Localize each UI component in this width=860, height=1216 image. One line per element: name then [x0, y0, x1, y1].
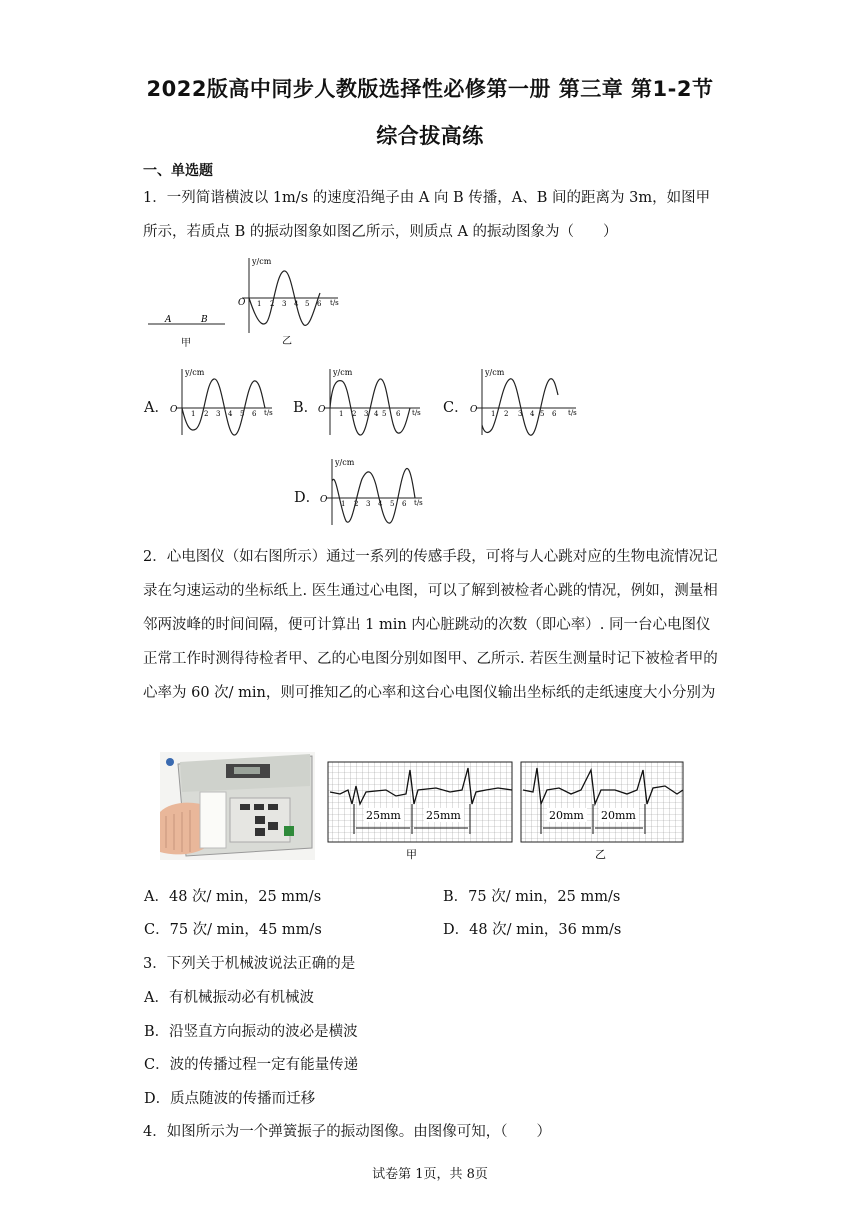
svg-text:4: 4: [378, 500, 383, 508]
svg-text:6: 6: [552, 410, 557, 418]
q3-option-a: A．有机械振动必有机械波: [144, 990, 314, 1006]
svg-text:3: 3: [518, 410, 523, 418]
svg-text:1: 1: [339, 410, 344, 418]
svg-text:5: 5: [540, 410, 545, 418]
q3-option-d: D．质点随波的传播而迁移: [144, 1091, 316, 1107]
svg-text:O: O: [320, 495, 328, 505]
svg-text:25mm: 25mm: [366, 809, 401, 822]
question-1-text: 1．一列简谐横波以 1m/s 的速度沿绳子由 A 向 B 传播，A、B 间的距离为 3m，如图甲所示，若质点 B 的振动图象如图乙所示，则质点 A 的振动图象为（ ）: [143, 190, 711, 240]
svg-text:3: 3: [366, 500, 371, 508]
q1-option-b-graph: [316, 365, 424, 437]
page-footer: 试卷第 1页，共 8页: [372, 1167, 488, 1182]
ecg-yi-chart: [519, 760, 685, 860]
svg-text:1: 1: [491, 410, 496, 418]
q1-option-a-label: A．: [144, 400, 169, 416]
svg-text:2: 2: [352, 410, 357, 418]
svg-text:4: 4: [294, 300, 299, 308]
q1-option-d-graph: [318, 455, 426, 527]
svg-text:2: 2: [204, 410, 209, 418]
svg-text:3: 3: [364, 410, 369, 418]
q3-option-b: B．沿竖直方向振动的波必是横波: [144, 1024, 358, 1040]
q3-option-c: C．波的传播过程一定有能量传递: [144, 1057, 359, 1073]
q2-option-b: B．75 次/ min，25 mm/s: [443, 889, 621, 905]
figure-yi-caption: 乙: [282, 336, 292, 347]
svg-text:4: 4: [228, 410, 233, 418]
svg-text:3: 3: [282, 300, 287, 308]
q1-option-c-label: C．: [443, 400, 469, 416]
svg-text:1: 1: [341, 500, 346, 508]
svg-text:3: 3: [216, 410, 221, 418]
svg-text:6: 6: [402, 500, 407, 508]
svg-text:6: 6: [396, 410, 401, 418]
svg-text:2: 2: [504, 410, 509, 418]
svg-text:6: 6: [252, 410, 257, 418]
svg-text:t/s: t/s: [412, 409, 421, 417]
svg-text:t/s: t/s: [414, 499, 423, 507]
svg-text:y/cm: y/cm: [185, 368, 205, 377]
svg-text:4: 4: [374, 410, 379, 418]
svg-text:5: 5: [390, 500, 395, 508]
svg-text:2: 2: [270, 300, 275, 308]
svg-text:4: 4: [530, 410, 535, 418]
svg-text:2: 2: [354, 500, 359, 508]
ecg-yi-caption: 乙: [595, 848, 606, 860]
ecg-jia-chart: [326, 760, 514, 860]
svg-text:O: O: [318, 405, 326, 415]
q1-option-a-graph: [168, 365, 276, 437]
svg-text:1: 1: [191, 410, 196, 418]
q1-option-d-label: D．: [294, 490, 321, 506]
svg-text:6: 6: [317, 300, 322, 308]
ecg-machine-image: [160, 752, 315, 860]
svg-text:20mm: 20mm: [601, 809, 636, 822]
svg-text:y/cm: y/cm: [335, 458, 355, 467]
svg-text:O: O: [470, 405, 478, 415]
figure-jia-rope: [143, 300, 233, 352]
ecg-jia-caption: 甲: [406, 848, 417, 860]
svg-text:5: 5: [382, 410, 387, 418]
q2-option-d: D．48 次/ min，36 mm/s: [443, 922, 622, 938]
svg-text:y/cm: y/cm: [252, 257, 272, 266]
q2-option-c: C．75 次/ min，45 mm/s: [144, 922, 322, 938]
question-3-text: 3．下列关于机械波说法正确的是: [143, 956, 356, 972]
q2-option-a: A．48 次/ min，25 mm/s: [144, 889, 322, 905]
svg-text:O: O: [170, 405, 178, 415]
svg-text:5: 5: [305, 300, 310, 308]
svg-text:1: 1: [257, 300, 262, 308]
point-a-label: A: [165, 315, 172, 325]
svg-text:t/s: t/s: [568, 409, 577, 417]
question-2-text: 2．心电图仪（如右图所示）通过一系列的传感手段，可将与人心跳对应的生物电流情况记录在匀速运动的坐标纸上. 医生通过心电图，可以了解到被检者心跳的情况，例如，测量相邻两波峰的时间间隔，便可计算出 1 min 内心脏跳动的次数（即心率）. 同一台心电图仪正常工作时测得待检者甲、乙的心电图分别如图甲、乙所示. 若医生测量时记下被检者甲的心率为 60 次/ min，则可推知乙的心率和这台心电图仪输出坐标纸的走纸速度大小分别为: [143, 549, 718, 701]
svg-text:O: O: [238, 298, 246, 308]
q1-option-b-label: B．: [293, 400, 319, 416]
question-4-text: 4．如图所示为一个弹簧振子的振动图像。由图像可知，（ ）: [143, 1124, 551, 1140]
title-line-1: 2022版高中同步人教版选择性必修第一册 第三章 第1-2节: [146, 77, 714, 101]
svg-text:t/s: t/s: [264, 409, 273, 417]
svg-text:t/s: t/s: [330, 299, 339, 307]
svg-text:5: 5: [240, 410, 245, 418]
q1-option-c-graph: [468, 365, 580, 437]
point-b-label: B: [201, 315, 208, 325]
svg-text:20mm: 20mm: [549, 809, 584, 822]
svg-text:25mm: 25mm: [426, 809, 461, 822]
title-line-2: 综合拔高练: [376, 124, 484, 148]
section-heading: 一、单选题: [143, 163, 213, 179]
svg-text:y/cm: y/cm: [333, 368, 353, 377]
svg-text:y/cm: y/cm: [485, 368, 505, 377]
figure-jia-caption: 甲: [181, 338, 191, 349]
figure-yi-graph: [234, 253, 344, 349]
